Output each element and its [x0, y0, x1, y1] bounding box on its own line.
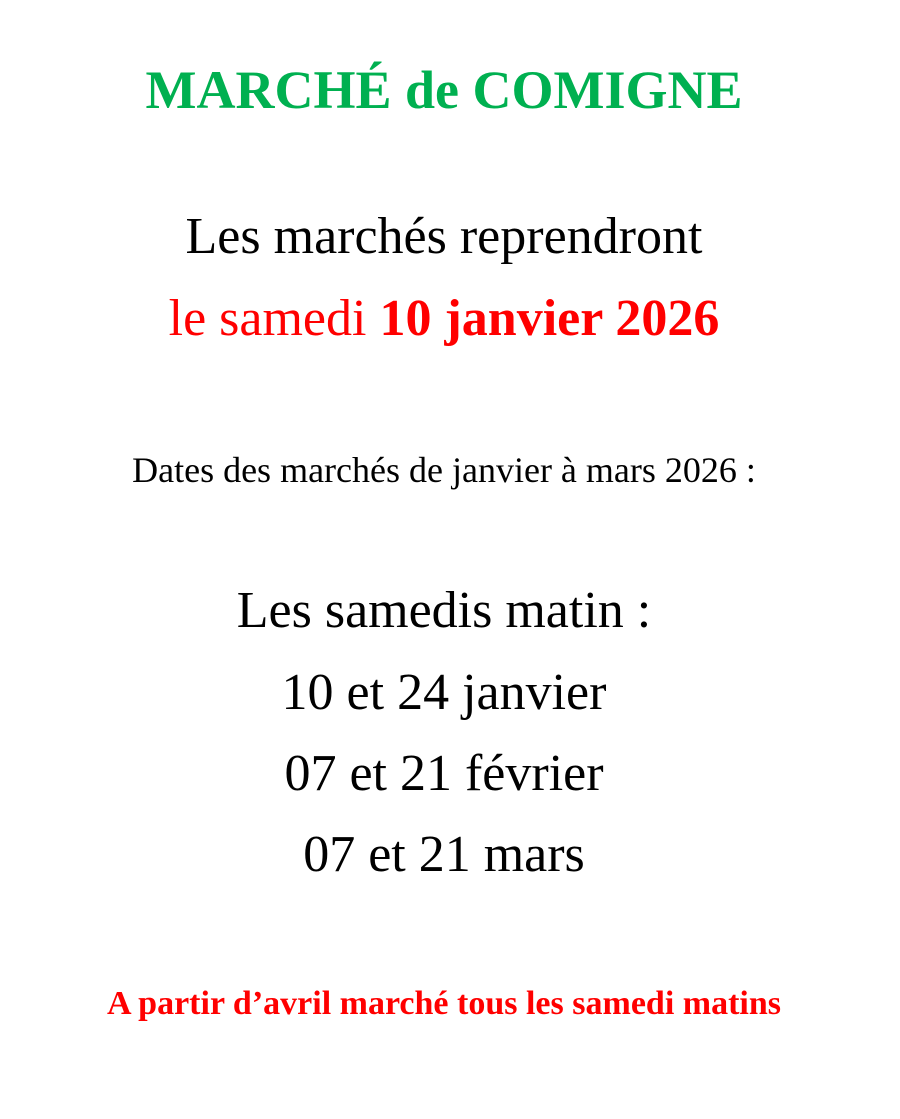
page-title: MARCHÉ de COMIGNE	[145, 60, 743, 120]
resume-date-line	[0, 288, 888, 350]
resume-line: Les marchés reprendront	[185, 208, 703, 265]
schedule-item-january: 10 et 24 janvier	[281, 664, 607, 721]
resume-date-prefix: le samedi	[168, 290, 380, 347]
schedule-heading: Les samedis matin :	[236, 582, 652, 639]
dates-heading: Dates des marchés de janvier à mars 2026 :	[132, 450, 756, 490]
schedule-item-march: 07 et 21 mars	[303, 826, 585, 883]
schedule-item-february: 07 et 21 février	[284, 745, 604, 802]
resume-date: 10 janvier 2026	[379, 290, 720, 347]
footer-notice: A partir d’avril marché tous les samedi matins	[107, 985, 781, 1022]
